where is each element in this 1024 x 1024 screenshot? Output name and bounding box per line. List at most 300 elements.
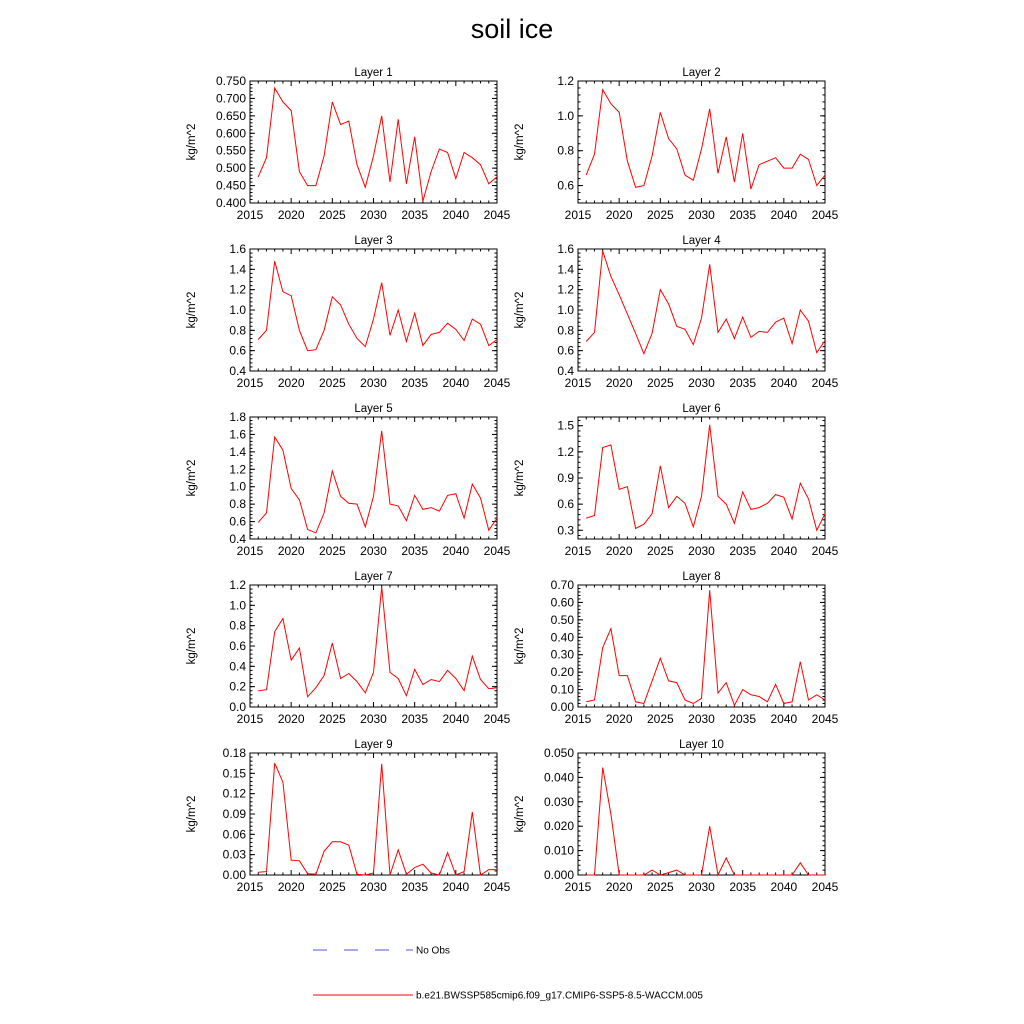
y-tick-label: 0.040 [543,770,574,785]
y-tick-label: 1.5 [557,418,574,433]
data-point [479,163,481,165]
y-tick-label: 0.50 [550,612,574,627]
panel-layer-8 [514,571,839,726]
x-tick-label: 2015 [236,208,264,222]
data-point [774,321,776,323]
data-point [816,352,818,354]
data-point [282,617,284,619]
y-tick-label: 0.500 [215,161,246,176]
x-tick-label: 2025 [318,880,346,894]
y-tick-label: 0.3 [557,523,574,538]
data-point [356,163,358,165]
x-tick-label: 2030 [360,544,387,558]
data-point [413,668,415,670]
panel-layer-7 [186,571,511,726]
data-point [602,89,604,91]
data-point [816,184,818,186]
x-tick-label: 2030 [360,712,387,726]
x-tick-label: 2030 [360,208,387,222]
series-line [258,763,497,875]
data-point [733,704,735,706]
data-point [618,294,620,296]
data-point [282,449,284,451]
data-point [643,523,645,525]
x-tick-label: 2020 [605,376,633,390]
data-point [634,701,636,703]
data-point [413,136,415,138]
data-point [741,491,743,493]
x-tick-label: 2020 [277,880,305,894]
y-tick-label: 0.000 [543,868,574,882]
data-point [816,694,818,696]
data-point [758,506,760,508]
data-point [397,677,399,679]
data-point [496,686,498,688]
y-tick-label: 0.0 [229,700,246,714]
data-point [758,330,760,332]
x-tick-label: 2040 [770,544,798,558]
x-tick-label: 2025 [646,712,674,726]
y-tick-label: 0.30 [550,647,574,662]
data-point [381,281,383,283]
data-point [413,866,415,868]
data-point [496,176,498,178]
data-point [667,506,669,508]
y-tick-label: 0.550 [215,143,246,158]
data-point [397,505,399,507]
y-tick-label: 1.0 [229,479,246,494]
data-point [783,496,785,498]
panel-title: Layer 4 [682,235,721,247]
data-point [348,323,350,325]
plot-frame [250,585,497,707]
x-tick-label: 2025 [646,880,674,894]
data-point [634,186,636,188]
data-point [643,874,645,876]
plot-frame [250,81,497,203]
data-point [389,671,391,673]
data-point [741,874,743,876]
data-point [471,655,473,657]
plot-frame [578,417,825,539]
data-point [766,502,768,504]
data-point [717,172,719,174]
data-point [733,874,735,876]
x-tick-label: 2025 [646,376,674,390]
legend [313,946,703,1002]
data-point [446,669,448,671]
data-point [479,874,481,876]
y-tick-label: 0.6 [557,497,574,512]
data-point [676,495,678,497]
data-point [799,309,801,311]
y-tick-label: 0.09 [222,807,246,821]
y-tick-label: 1.8 [229,410,246,424]
data-point [709,825,711,827]
data-point [405,340,407,342]
data-point [684,699,686,701]
y-tick-label: 0.6 [557,178,574,193]
y-axis-label: kg/m^2 [186,627,198,665]
data-point [471,811,473,813]
x-tick-label: 2040 [442,376,470,390]
y-tick-label: 1.6 [557,242,574,256]
data-point [824,174,826,176]
data-point [413,312,415,314]
data-point [488,183,490,185]
data-point [651,332,653,334]
y-tick-label: 0.8 [557,143,574,158]
data-point [717,495,719,497]
x-tick-label: 2045 [811,712,839,726]
y-tick-label: 0.030 [543,794,574,809]
panel-title: Layer 7 [354,571,393,583]
data-point [265,689,267,691]
x-tick-label: 2030 [688,544,715,558]
data-point [667,303,669,305]
data-point [455,677,457,679]
data-point [381,586,383,588]
data-point [438,680,440,682]
plot-frame [578,249,825,371]
data-point [610,813,612,815]
x-tick-label: 2025 [318,544,346,558]
data-point [709,589,711,591]
y-tick-label: 0.020 [543,819,574,834]
y-tick-label: 1.2 [557,74,574,88]
data-point [709,424,711,426]
x-tick-label: 2020 [277,208,305,222]
x-tick-label: 2040 [770,880,798,894]
x-tick-label: 2015 [564,544,592,558]
data-point [651,513,653,515]
data-point [381,763,383,765]
y-tick-label: 0.20 [550,665,574,680]
y-tick-label: 0.12 [222,786,246,801]
data-point [758,874,760,876]
x-tick-label: 2015 [236,880,264,894]
data-point [807,874,809,876]
data-point [265,870,267,872]
plot-frame [250,417,497,539]
data-point [717,692,719,694]
data-point [257,176,259,178]
data-point [634,527,636,529]
data-point [463,870,465,872]
data-point [265,156,267,158]
data-point [593,153,595,155]
data-point [356,680,358,682]
data-point [741,316,743,318]
y-axis-label: kg/m^2 [186,795,198,833]
data-point [774,683,776,685]
panel-title: Layer 8 [682,571,721,583]
data-point [298,860,300,862]
data-point [602,766,604,768]
data-point [438,331,440,333]
y-axis-label: kg/m^2 [514,795,526,833]
plot-frame [250,249,497,371]
series-line [586,251,825,354]
series-line [586,590,825,705]
panel-layer-2 [514,67,839,222]
data-point [593,514,595,516]
data-point [618,674,620,676]
data-point [692,526,694,528]
x-tick-label: 2015 [564,376,592,390]
x-tick-label: 2015 [236,376,264,390]
data-point [389,874,391,876]
x-tick-label: 2020 [277,544,305,558]
data-point [807,158,809,160]
data-point [700,495,702,497]
data-point [593,874,595,876]
data-point [667,680,669,682]
data-point [372,671,374,673]
y-tick-label: 0.4 [229,364,246,378]
data-point [298,647,300,649]
data-point [331,101,333,103]
data-point [274,762,276,764]
data-point [471,483,473,485]
data-point [348,120,350,122]
data-point [446,494,448,496]
data-point [290,295,292,297]
x-tick-label: 2025 [318,376,346,390]
y-tick-label: 0.18 [222,746,246,760]
y-tick-label: 0.650 [215,108,246,123]
data-point [651,869,653,871]
data-point [783,702,785,704]
plot-frame [578,81,825,203]
data-point [774,493,776,495]
data-point [265,512,267,514]
data-point [799,482,801,484]
data-point [659,465,661,467]
data-point [700,317,702,319]
data-point [364,186,366,188]
data-point [618,874,620,876]
data-point [799,660,801,662]
x-tick-label: 2035 [401,208,429,222]
data-point [430,678,432,680]
data-point [339,495,341,497]
x-tick-label: 2025 [318,712,346,726]
data-point [463,151,465,153]
data-point [783,167,785,169]
x-tick-label: 2030 [688,376,715,390]
data-point [758,163,760,165]
data-point [634,332,636,334]
y-tick-label: 0.2 [229,679,246,694]
data-point [766,160,768,162]
data-point [488,529,490,531]
data-point [618,111,620,113]
x-tick-label: 2045 [811,880,839,894]
panel-title: Layer 9 [354,739,393,751]
data-point [741,132,743,134]
x-tick-label: 2045 [811,544,839,558]
x-tick-label: 2045 [483,208,511,222]
data-point [750,874,752,876]
x-tick-label: 2045 [483,376,511,390]
y-tick-label: 0.700 [215,91,246,106]
data-point [684,874,686,876]
data-point [356,337,358,339]
x-tick-label: 2035 [401,544,429,558]
plot-frame [250,753,497,875]
y-tick-label: 1.4 [557,262,574,277]
data-point [364,874,366,876]
x-tick-label: 2015 [236,544,264,558]
data-point [750,188,752,190]
y-axis-label: kg/m^2 [514,123,526,161]
data-point [257,690,259,692]
data-point [372,495,374,497]
x-tick-label: 2035 [729,376,757,390]
y-tick-label: 0.60 [550,595,574,610]
data-point [257,871,259,873]
data-point [372,872,374,874]
data-point [807,498,809,500]
series-line [258,431,497,533]
data-point [405,873,407,875]
data-point [700,697,702,699]
data-point [364,345,366,347]
data-point [824,339,826,341]
x-tick-label: 2035 [401,712,429,726]
data-point [585,340,587,342]
series-line [258,261,497,351]
data-point [438,148,440,150]
data-point [430,333,432,335]
y-tick-label: 0.9 [557,471,574,485]
data-point [643,353,645,355]
data-point [446,151,448,153]
data-point [610,102,612,104]
y-axis-label: kg/m^2 [186,123,198,161]
data-point [356,873,358,875]
data-point [274,436,276,438]
x-tick-label: 2045 [483,544,511,558]
data-point [438,874,440,876]
data-point [348,502,350,504]
data-point [651,155,653,157]
y-tick-label: 0.010 [543,843,574,858]
panel-title: Layer 10 [679,739,724,751]
panel-title: Layer 2 [682,67,721,79]
data-point [315,348,317,350]
y-tick-label: 0.6 [229,639,246,653]
data-point [422,344,424,346]
panel-title: Layer 5 [354,403,393,415]
data-point [331,841,333,843]
data-point [364,692,366,694]
x-tick-label: 2040 [770,376,798,390]
data-point [282,781,284,783]
x-tick-label: 2035 [401,376,429,390]
data-point [323,329,325,331]
series-line [586,425,825,531]
x-tick-label: 2035 [729,544,757,558]
y-tick-label: 0.00 [222,868,246,882]
data-point [791,342,793,344]
series-line [586,90,825,189]
x-tick-label: 2030 [360,880,387,894]
x-tick-label: 2020 [605,208,633,222]
data-point [381,430,383,432]
data-point [471,318,473,320]
x-tick-label: 2045 [483,712,511,726]
data-point [733,181,735,183]
panel-title: Layer 1 [354,67,393,79]
data-point [274,87,276,89]
data-point [709,263,711,265]
data-point [315,873,317,875]
x-tick-label: 2045 [483,880,511,894]
y-tick-label: 0.8 [229,323,246,338]
data-point [430,506,432,508]
panel-title: Layer 3 [354,235,393,247]
data-point [389,181,391,183]
y-tick-label: 1.0 [557,108,574,123]
data-point [455,177,457,179]
panel-layer-9 [186,739,511,894]
y-tick-label: 0.6 [229,343,246,358]
data-point [397,849,399,851]
data-point [389,503,391,505]
x-tick-label: 2030 [360,376,387,390]
data-point [717,331,719,333]
data-point [463,339,465,341]
data-point [339,123,341,125]
y-tick-label: 0.15 [222,766,246,781]
y-tick-label: 1.2 [557,444,574,459]
data-point [610,444,612,446]
y-tick-label: 1.2 [229,282,246,297]
data-point [306,349,308,351]
data-point [430,872,432,874]
data-point [323,512,325,514]
data-point [298,170,300,172]
series-line [258,587,497,697]
y-tick-label: 0.03 [222,847,246,862]
x-tick-label: 2045 [811,208,839,222]
data-point [774,874,776,876]
data-point [290,659,292,661]
data-point [463,690,465,692]
data-point [766,874,768,876]
data-point [282,101,284,103]
data-point [610,627,612,629]
data-point [593,699,595,701]
y-tick-label: 1.6 [229,427,246,442]
data-point [816,874,818,876]
x-tick-label: 2030 [688,712,715,726]
y-tick-label: 0.6 [229,514,246,529]
data-point [381,115,383,117]
data-point [684,174,686,176]
data-point [306,696,308,698]
data-point [700,148,702,150]
data-point [274,260,276,262]
data-point [397,118,399,120]
data-point [315,184,317,186]
data-point [750,508,752,510]
data-point [323,155,325,157]
data-point [413,494,415,496]
data-point [725,136,727,138]
